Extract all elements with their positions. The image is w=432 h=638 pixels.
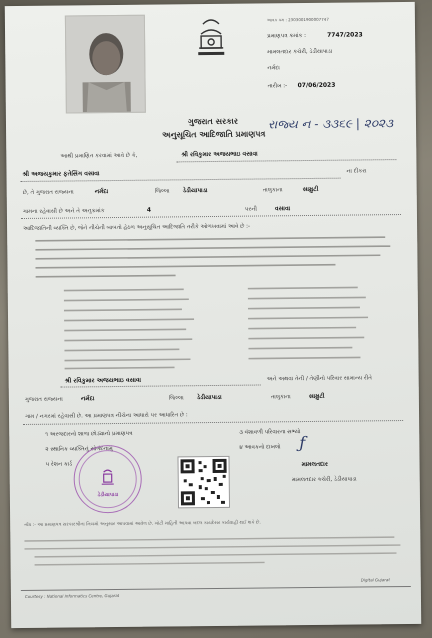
addr-taluka-label: તાલુકાના	[270, 394, 291, 401]
certify-label: આથી પ્રમાણિત કરવામાં આવે છે કે,	[60, 152, 138, 160]
bottom-applicant-name: શ્રી રવિકુમાર અજયભાઇ વસાવા	[64, 376, 142, 385]
order-list-right	[248, 284, 399, 368]
basis-item-2: ૨ સ્થાનિક વ્યક્તિનું સોગંદનામું	[45, 446, 113, 453]
basis-item-5: ૫ રેશન કાર્ડ	[45, 461, 73, 468]
official-seal	[73, 445, 142, 514]
village-value: સામ્રુટી	[302, 185, 319, 194]
addr-state-label: ગુજરાત રાજ્યના	[24, 396, 63, 403]
footer-brand: Digital Gujarat	[360, 577, 390, 583]
addr-taluka: ડેડીયાપાડા	[196, 393, 222, 402]
seal-text: ડેડીયાપાડા	[97, 492, 119, 499]
basis-item-3: ૩ વંશાવળી પરિવારના સભ્યો	[239, 429, 301, 436]
instructions-block	[24, 534, 406, 572]
note-text: નોંધ :- આ પ્રમાણપત્ર સરકારશ્રીના નિયમો અનુસાર આપવામાં આવેલ છે. ખોટી માહિતી આપવા બદલ કાયદેસર કાર્યવાહી થઈ શકે છે.	[24, 520, 261, 528]
signer-office: મામલતદાર કચેરી, ડેડીયાપાડા	[291, 476, 357, 484]
serial-number: 4	[146, 206, 152, 214]
national-emblem-icon	[189, 16, 234, 64]
tribe-label: પરની	[244, 206, 258, 213]
order-list-left	[64, 286, 225, 370]
state-title: ગુજરાત સરકાર	[187, 116, 238, 127]
relation-label: ના દીકરા	[346, 168, 367, 175]
applicant-name: શ્રી રવિકુમાર અજયભાઇ વસાવા	[181, 150, 258, 159]
family-label: અને અથવા તેની / તેણીનો પરિવાર સામાન્ય રીતે	[266, 375, 372, 383]
district-value: નર્મદા	[94, 188, 109, 196]
certificate-number-label: પ્રમાણપત્ર ક્રમાંક :	[267, 33, 307, 40]
addr-district: નર્મદા	[80, 395, 95, 403]
basis-item-1: ૧ અરજદારનો શાળા છોડ્યાનો પ્રમાણપત્ર	[45, 430, 133, 438]
district-label: જિલ્લા	[154, 188, 170, 195]
taluka-value: ડેડીયાપાડા	[182, 187, 208, 195]
issue-date: 07/06/2023	[297, 81, 336, 90]
seal-emblem-icon	[100, 468, 116, 488]
applicant-photo	[65, 15, 146, 114]
district-name: નર્મદા	[267, 65, 280, 72]
addr-district-label: જિલ્લા	[168, 395, 184, 402]
date-label: તારીખ :-	[267, 83, 288, 90]
recognition-line: આદિજાતિની વ્યક્તિ છે, જેને નીચેની બાબતો હેઠળ અનુસૂચિત આદિજાતિ તરીકે ઓળખવામાં આવે છે :-	[23, 223, 251, 232]
father-name: શ્રી અજયકુમાર ફતેસિંગ વસાવા	[22, 170, 100, 178]
document-title: અનુસૂચિત આદિજાતિ પ્રમાણપત્ર	[162, 129, 266, 140]
addr-village: સામ્રુટી	[308, 392, 325, 401]
application-number: આવક ક્રમ : 2303001900007747	[266, 16, 329, 23]
issuing-office: મામલતદાર કચેરી, ડેડીયાપાડા	[267, 48, 333, 56]
basis-item-4: ૪ આવકનો દાખલો	[239, 444, 281, 451]
state-label: છે, તે ગુજરાત રાજ્યના	[22, 189, 74, 196]
certificate-sheet	[5, 2, 421, 628]
officer-signature: ƒ	[299, 433, 306, 453]
serial-label: ગામના રહેવાસી છે અને તે અનુક્રમાંક	[22, 208, 105, 215]
handwritten-reference: રાજ્ય ન - ૩૩૬૯ | ૨૦૨૩	[267, 116, 394, 132]
order-text-block	[35, 234, 395, 280]
footer-courtesy: Courtesy : National Informatics Centre, Gujarat	[24, 592, 120, 599]
qr-code	[177, 456, 230, 509]
certificate-number: 7747/2023	[327, 31, 363, 39]
resident-line: ગામ / નગરમાં રહેવાસી છે. આ પ્રમાણપત્ર નીચેના આધારો પર આધારિત છે :	[25, 412, 188, 420]
taluka-label: તાલુકાના	[262, 187, 283, 194]
signer-title: મામલતદાર	[301, 460, 328, 469]
tribe-name: વસાવા	[274, 205, 291, 213]
